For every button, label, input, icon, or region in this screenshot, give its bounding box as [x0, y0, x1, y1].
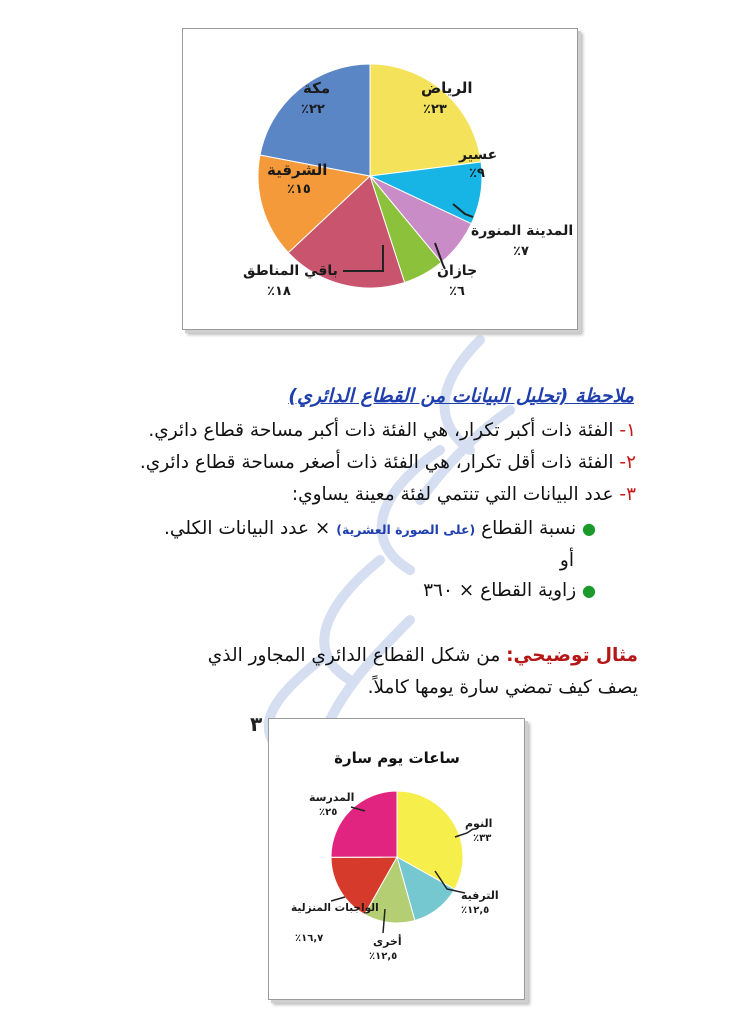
note-or: أو	[559, 550, 574, 571]
value-school: ٪٢٥	[319, 807, 338, 818]
note-item-1	[148, 420, 636, 441]
chart-title: ساعات يوم سارة	[334, 749, 460, 767]
bullet-text-b: × عدد البيانات الكلي.	[164, 518, 331, 539]
value-leisure: ٪١٢,٥	[461, 905, 490, 916]
note-bullet-1	[164, 518, 596, 539]
example-heading: مثال توضيحي:	[506, 645, 638, 666]
label-school: المدرسة	[309, 791, 355, 804]
value-makkah: ٪٢٢	[301, 102, 325, 117]
label-riyadh: الرياض	[421, 79, 473, 97]
value-sleep: ٪٣٣	[473, 833, 492, 844]
item-number: ٣-	[619, 484, 636, 505]
example-text-1: من شكل القطاع الدائري المجاور الذي	[207, 645, 501, 666]
bullet-icon: ●	[582, 519, 596, 538]
value-riyadh: ٪٢٣	[423, 102, 447, 117]
item-number: ٢-	[619, 452, 636, 473]
regions-pie-chart	[183, 29, 577, 329]
item-text: الفئة ذات أكبر تكرار، هي الفئة ذات أكبر مساحة قطاع دائري.	[148, 420, 614, 441]
value-homework: ٪١٦,٧	[295, 933, 324, 944]
label-makkah: مكة	[303, 79, 331, 97]
page-number: ٣	[250, 712, 263, 736]
item-number: ١-	[619, 420, 636, 441]
label-asir: عسير	[459, 147, 498, 163]
label-leisure: الترفيه	[461, 889, 499, 902]
sara-day-pie-chart	[269, 719, 524, 999]
watermark	[180, 300, 540, 780]
example-line-2: يصف كيف تمضي سارة يومها كاملاً.	[367, 677, 638, 698]
value-other: ٪١٢,٥	[369, 951, 398, 962]
regions-pie-figure	[182, 28, 578, 330]
value-asir: ٪٩	[469, 166, 485, 181]
sara-day-pie-figure	[268, 718, 525, 1000]
example-line-1	[208, 645, 638, 666]
item-text: الفئة ذات أقل تكرار، هي الفئة ذات أصغر مساحة قطاع دائري.	[139, 452, 614, 473]
leader-line	[331, 897, 345, 901]
label-madinah: المدينة المنورة	[471, 223, 574, 239]
value-other-regions: ٪١٨	[267, 284, 291, 299]
label-other: أخرى	[373, 935, 402, 948]
value-eastern: ٪١٥	[287, 182, 311, 197]
label-jazan: جازان	[437, 263, 478, 279]
bullet-decimal-note: (على الصورة العشرية)	[336, 522, 476, 537]
value-madinah: ٪٧	[513, 244, 529, 259]
label-eastern: الشرقية	[267, 161, 328, 179]
bullet-text-a: نسبة القطاع	[481, 518, 577, 539]
bullet-icon: ●	[582, 581, 596, 600]
bullet-text: زاوية القطاع × ٣٦٠	[423, 580, 577, 601]
note-item-2	[140, 452, 636, 473]
label-other-regions: باقي المناطق	[243, 263, 338, 279]
label-sleep: النوم	[465, 817, 493, 830]
note-item-3	[292, 484, 636, 505]
note-bullet-2	[423, 580, 596, 601]
label-homework: الواجبات المنزلية	[291, 902, 379, 914]
value-jazan: ٪٦	[449, 284, 465, 299]
note-heading: ملاحظة (تحليل البيانات من القطاع الدائري)	[288, 385, 634, 407]
item-text: عدد البيانات التي تنتمي لفئة معينة يساوي:	[291, 484, 614, 505]
